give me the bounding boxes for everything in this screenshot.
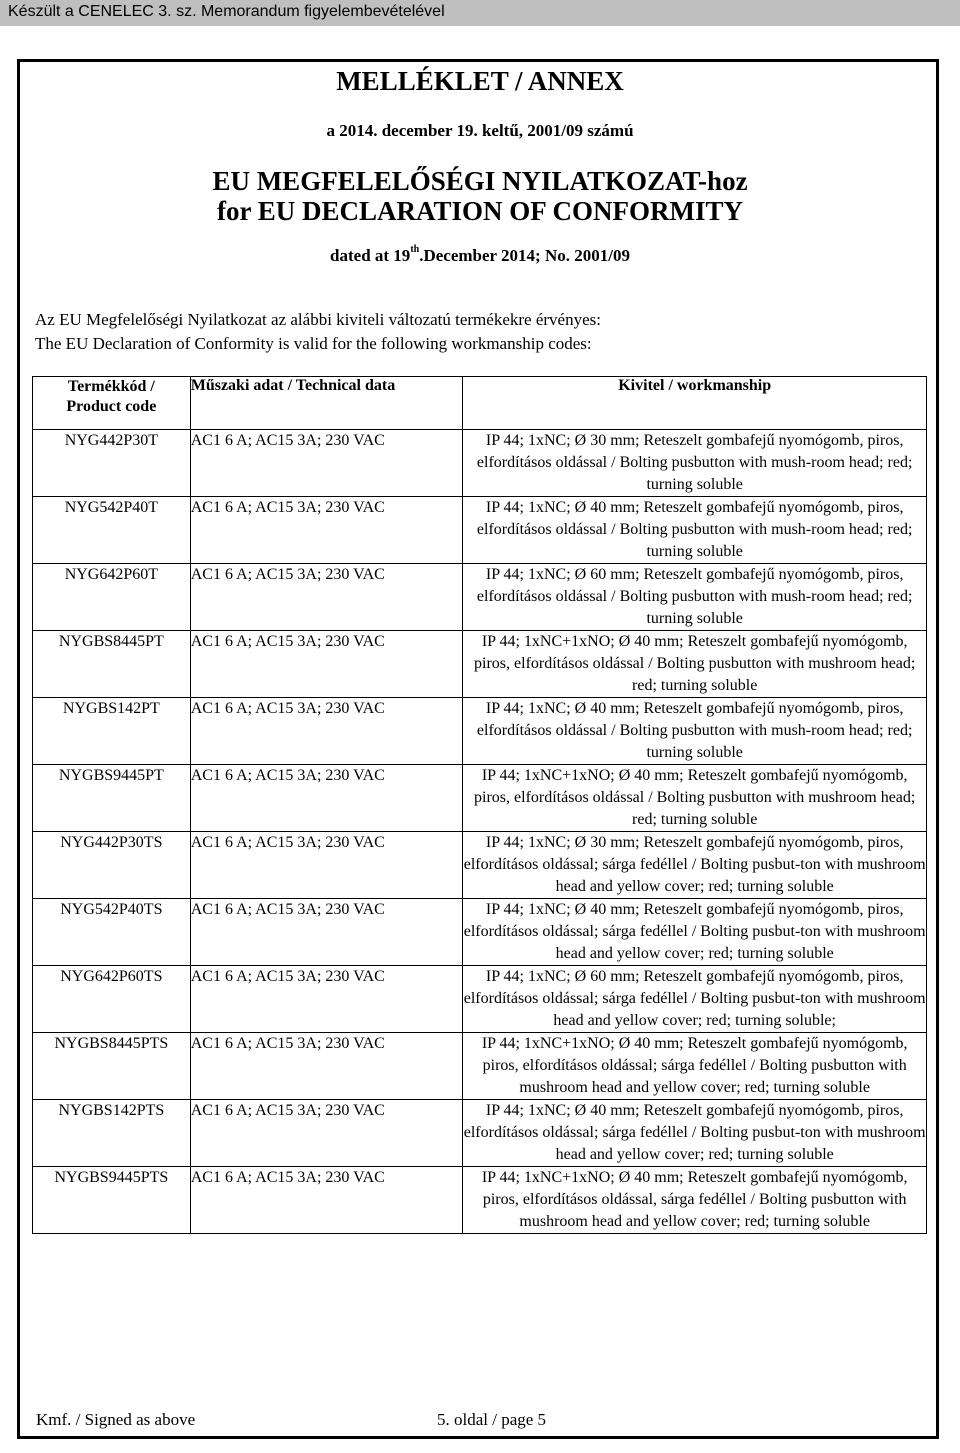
- technical-data-cell: AC1 6 A; AC15 3A; 230 VAC: [190, 1167, 463, 1234]
- table-row: [33, 430, 927, 497]
- product-code-cell: NYGBS8445PTS: [33, 1033, 191, 1100]
- table-row: [33, 631, 927, 698]
- table-header-row: [33, 377, 927, 430]
- header-code-line1: Termékkód /: [67, 378, 155, 395]
- dated-sup: th: [410, 244, 420, 256]
- header-workmanship: Kivitel / workmanship: [463, 377, 927, 430]
- table-row: [33, 966, 927, 1033]
- product-code-cell: NYGBS8445PT: [33, 631, 191, 698]
- table-row: [33, 765, 927, 832]
- product-code-cell: NYG542P40TS: [33, 899, 191, 966]
- technical-data-cell: AC1 6 A; AC15 3A; 230 VAC: [190, 1100, 463, 1167]
- header-technical-data: Műszaki adat / Technical data: [190, 377, 463, 430]
- technical-data-cell: AC1 6 A; AC15 3A; 230 VAC: [190, 765, 463, 832]
- table-row: [33, 1033, 927, 1100]
- workmanship-cell: IP 44; 1xNC+1xNO; Ø 40 mm; Reteszelt gombafejű nyomógomb, piros, elfordításos oldással / Bolting pusbutton with mushroom head; red; turning soluble: [463, 631, 927, 698]
- workmanship-cell: IP 44; 1xNC+1xNO; Ø 40 mm; Reteszelt gombafejű nyomógomb, piros, elfordításos oldással; sárga fedéllel / Bolting pusbutton with mushroom head and yellow cover; red; turning soluble: [463, 1033, 927, 1100]
- eu-title-en: for EU DECLARATION OF CONFORMITY: [217, 196, 743, 226]
- technical-data-cell: AC1 6 A; AC15 3A; 230 VAC: [190, 497, 463, 564]
- technical-data-cell: AC1 6 A; AC15 3A; 230 VAC: [190, 564, 463, 631]
- table-row: [33, 497, 927, 564]
- technical-data-cell: AC1 6 A; AC15 3A; 230 VAC: [190, 698, 463, 765]
- product-code-cell: NYGBS9445PTS: [33, 1167, 191, 1234]
- header-bar: [0, 0, 960, 26]
- intro-hu: Az EU Megfelelőségi Nyilatkozat az alábbi kiviteli változatú termékekre érvényes:: [35, 310, 601, 329]
- workmanship-cell: IP 44; 1xNC; Ø 40 mm; Reteszelt gombafejű nyomógomb, piros, elfordításos oldással; sárga fedéllel / Bolting pusbut-ton with mushroom head and yellow cover; red; turning soluble: [463, 899, 927, 966]
- table-row: [33, 564, 927, 631]
- header-product-code: [33, 377, 191, 430]
- technical-data-cell: AC1 6 A; AC15 3A; 230 VAC: [190, 631, 463, 698]
- table-row: [33, 832, 927, 899]
- table-row: [33, 1167, 927, 1234]
- technical-data-cell: AC1 6 A; AC15 3A; 230 VAC: [190, 899, 463, 966]
- header-bar-text: Készült a CENELEC 3. sz. Memorandum figyelembevételével: [8, 3, 445, 20]
- technical-data-cell: AC1 6 A; AC15 3A; 230 VAC: [190, 1033, 463, 1100]
- technical-data-cell: AC1 6 A; AC15 3A; 230 VAC: [190, 966, 463, 1033]
- table-row: [33, 1100, 927, 1167]
- product-code-cell: NYG542P40T: [33, 497, 191, 564]
- product-table: [32, 376, 927, 1234]
- dated-line: [0, 246, 960, 266]
- eu-title-hu: EU MEGFELELŐSÉGI NYILATKOZAT-hoz: [212, 166, 748, 196]
- table-row: [33, 899, 927, 966]
- product-code-cell: NYGBS142PTS: [33, 1100, 191, 1167]
- technical-data-cell: AC1 6 A; AC15 3A; 230 VAC: [190, 832, 463, 899]
- dated-prefix: dated at 19: [330, 246, 411, 265]
- product-code-cell: NYG442P30T: [33, 430, 191, 497]
- product-code-cell: NYG642P60TS: [33, 966, 191, 1033]
- product-code-cell: NYG642P60T: [33, 564, 191, 631]
- technical-data-cell: AC1 6 A; AC15 3A; 230 VAC: [190, 430, 463, 497]
- workmanship-cell: IP 44; 1xNC; Ø 40 mm; Reteszelt gombafejű nyomógomb, piros, elfordításos oldással; sárga fedéllel / Bolting pusbut-ton with mushroom head and yellow cover; red; turning soluble: [463, 1100, 927, 1167]
- dated-suffix: .December 2014; No. 2001/09: [419, 246, 630, 265]
- product-code-cell: NYG442P30TS: [33, 832, 191, 899]
- workmanship-cell: IP 44; 1xNC+1xNO; Ø 40 mm; Reteszelt gombafejű nyomógomb, piros, elfordításos oldással / Bolting pusbutton with mushroom head; red; turning soluble: [463, 765, 927, 832]
- workmanship-cell: IP 44; 1xNC; Ø 40 mm; Reteszelt gombafejű nyomógomb, piros, elfordításos oldással / Bolting pusbutton with mush-room head; red; turning soluble: [463, 698, 927, 765]
- footer-page-number: 5. oldal / page 5: [437, 1410, 547, 1429]
- workmanship-cell: IP 44; 1xNC; Ø 60 mm; Reteszelt gombafejű nyomógomb, piros, elfordításos oldással; sárga fedéllel / Bolting pusbut-ton with mushroom head and yellow cover; red; turning soluble;: [463, 966, 927, 1033]
- workmanship-cell: IP 44; 1xNC; Ø 30 mm; Reteszelt gombafejű nyomógomb, piros, elfordításos oldással / Bolting pusbutton with mush-room head; red; turning soluble: [463, 430, 927, 497]
- workmanship-cell: IP 44; 1xNC; Ø 60 mm; Reteszelt gombafejű nyomógomb, piros, elfordításos oldással / Bolting pusbutton with mush-room head; red; turning soluble: [463, 564, 927, 631]
- workmanship-cell: IP 44; 1xNC; Ø 40 mm; Reteszelt gombafejű nyomógomb, piros, elfordításos oldással / Bolting pusbutton with mush-room head; red; turning soluble: [463, 497, 927, 564]
- intro-en: The EU Declaration of Conformity is valid for the following workmanship codes:: [35, 334, 592, 353]
- footer-signed: Kmf. / Signed as above: [36, 1410, 196, 1429]
- workmanship-cell: IP 44; 1xNC; Ø 30 mm; Reteszelt gombafejű nyomógomb, piros, elfordításos oldással; sárga fedéllel / Bolting pusbut-ton with mushroom head and yellow cover; red; turning soluble: [463, 832, 927, 899]
- product-code-cell: NYGBS142PT: [33, 698, 191, 765]
- table-row: [33, 698, 927, 765]
- annex-title: MELLÉKLET / ANNEX: [336, 66, 624, 96]
- workmanship-cell: IP 44; 1xNC+1xNO; Ø 40 mm; Reteszelt gombafejű nyomógomb, piros, elfordításos oldással, sárga fedéllel / Bolting pusbutton with mushroom head and yellow cover; red; turning soluble: [463, 1167, 927, 1234]
- product-code-cell: NYGBS9445PT: [33, 765, 191, 832]
- header-code-line2: Product code: [66, 398, 157, 415]
- date-line: a 2014. december 19. keltű, 2001/09 számú: [326, 121, 634, 140]
